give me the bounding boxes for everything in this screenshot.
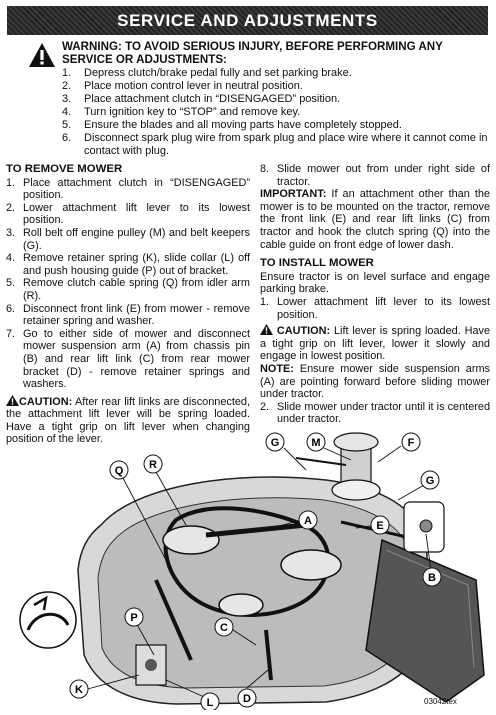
callout-label: K bbox=[75, 684, 83, 696]
mower-diagram bbox=[6, 430, 490, 710]
list-item: 3. Place attachment clutch in “DISENGAGED” position. bbox=[62, 93, 341, 105]
install-heading: TO INSTALL MOWER bbox=[260, 257, 374, 270]
callout-label: M bbox=[311, 437, 321, 449]
callout-label: A bbox=[304, 515, 312, 527]
callout-label: L bbox=[206, 697, 214, 709]
list-item: 3. Roll belt off engine pulley (M) and belt keepers (G). bbox=[6, 226, 250, 252]
list-item: 1. Depress clutch/brake pedal fully and set parking brake. bbox=[62, 67, 352, 79]
warning-icon bbox=[28, 42, 56, 68]
remove-mower-section bbox=[6, 163, 250, 446]
callout-p bbox=[125, 608, 143, 626]
callout-c bbox=[215, 618, 233, 636]
callout-label: E bbox=[376, 520, 384, 532]
remove-caution: CAUTION: After rear lift links are disconnected, the attachment lift lever will be spring loaded. Have a tight grip on lift lever when changing position of the lever. bbox=[6, 395, 250, 446]
list-item: 6. Disconnect spark plug wire from spark plug and place wire where it cannot come in contact with plug. bbox=[62, 132, 488, 157]
remove-heading: TO REMOVE MOWER bbox=[6, 163, 123, 175]
banner-title: SERVICE AND ADJUSTMENTS bbox=[117, 10, 378, 30]
list-item: 1. Lower attachment lift lever to its lowest position. bbox=[260, 295, 490, 321]
warning-list bbox=[62, 67, 488, 158]
callout-g-top bbox=[266, 433, 284, 451]
section-banner bbox=[7, 6, 488, 35]
list-item: 6. Disconnect front link (E) from mower - remove retainer spring and washer. bbox=[6, 302, 250, 328]
callout-f bbox=[402, 433, 420, 451]
list-item: 5. Ensure the blades and all moving parts have completely stopped. bbox=[62, 119, 402, 131]
callout-l bbox=[201, 693, 219, 710]
list-item: 4. Remove retainer spring (K), slide collar (L) off and push housing guide (P) out of bracket. bbox=[6, 252, 250, 277]
list-item: 2. Place motion control lever in neutral position. bbox=[62, 80, 303, 92]
callout-b bbox=[423, 568, 441, 586]
list-item: 1. Place attachment clutch in “DISENGAGED” position. bbox=[6, 176, 250, 202]
callout-label: G bbox=[425, 475, 435, 487]
callout-d bbox=[238, 689, 256, 707]
remove-steps bbox=[6, 177, 250, 391]
callout-m bbox=[307, 433, 325, 451]
warning-box bbox=[28, 40, 488, 158]
callout-g-right bbox=[421, 471, 439, 489]
figure-code: 03042tex bbox=[424, 697, 457, 706]
caution-icon bbox=[6, 395, 19, 406]
callout-r bbox=[144, 455, 162, 473]
callout-label: G bbox=[270, 437, 280, 449]
callout-label: R bbox=[149, 459, 157, 471]
right-column bbox=[260, 163, 490, 426]
callout-label: B bbox=[428, 572, 436, 584]
callout-e bbox=[371, 516, 389, 534]
caution-icon bbox=[260, 324, 273, 335]
callout-label: P bbox=[130, 612, 138, 624]
install-intro: Ensure tractor is on level surface and engage parking brake. bbox=[260, 270, 490, 296]
install-caution: CAUTION: Lift lever is spring loaded. Have a tight grip on lift lever, lower it slowly and engage in lowest position. bbox=[260, 325, 491, 363]
list-item: 2. Slide mower under tractor until it is centered under tractor. bbox=[260, 400, 490, 426]
list-item: 4. Turn ignition key to “STOP” and remove key. bbox=[62, 106, 301, 118]
callout-q bbox=[110, 461, 128, 479]
list-item: 8. Slide mower out from under right side of tractor. bbox=[260, 163, 490, 188]
callout-k bbox=[70, 680, 88, 698]
install-note: NOTE: Ensure mower side suspension arms (A) are pointing forward before sliding mower under tractor. bbox=[260, 362, 490, 401]
list-item: 7. Go to either side of mower and disconnect mower suspension arm (A) from chassis pin (B) and rear lift link (C) from rear mower bracket (D) - remove retainer springs and washers. bbox=[6, 327, 250, 391]
warning-title: WARNING: TO AVOID SERIOUS INJURY, BEFORE PERFORMING ANY SERVICE OR ADJUSTMENTS: bbox=[62, 40, 443, 66]
list-item: 5. Remove clutch cable spring (Q) from idler arm (R). bbox=[6, 277, 250, 302]
list-item: 2. Lower attachment lift lever to its lowest position. bbox=[6, 201, 250, 227]
callout-label: F bbox=[407, 437, 415, 449]
important-note: IMPORTANT: If an attachment other than the mower is to be mounted on the tractor, remove the front link (E) and rear lift links (C) from tractor and hook the clutch spring (Q) into the cable guide on front edge of lower dash. bbox=[260, 188, 490, 251]
callout-label: D bbox=[243, 693, 251, 705]
callout-label: Q bbox=[114, 465, 124, 477]
callout-a bbox=[299, 511, 317, 529]
callout-label: C bbox=[220, 622, 228, 634]
